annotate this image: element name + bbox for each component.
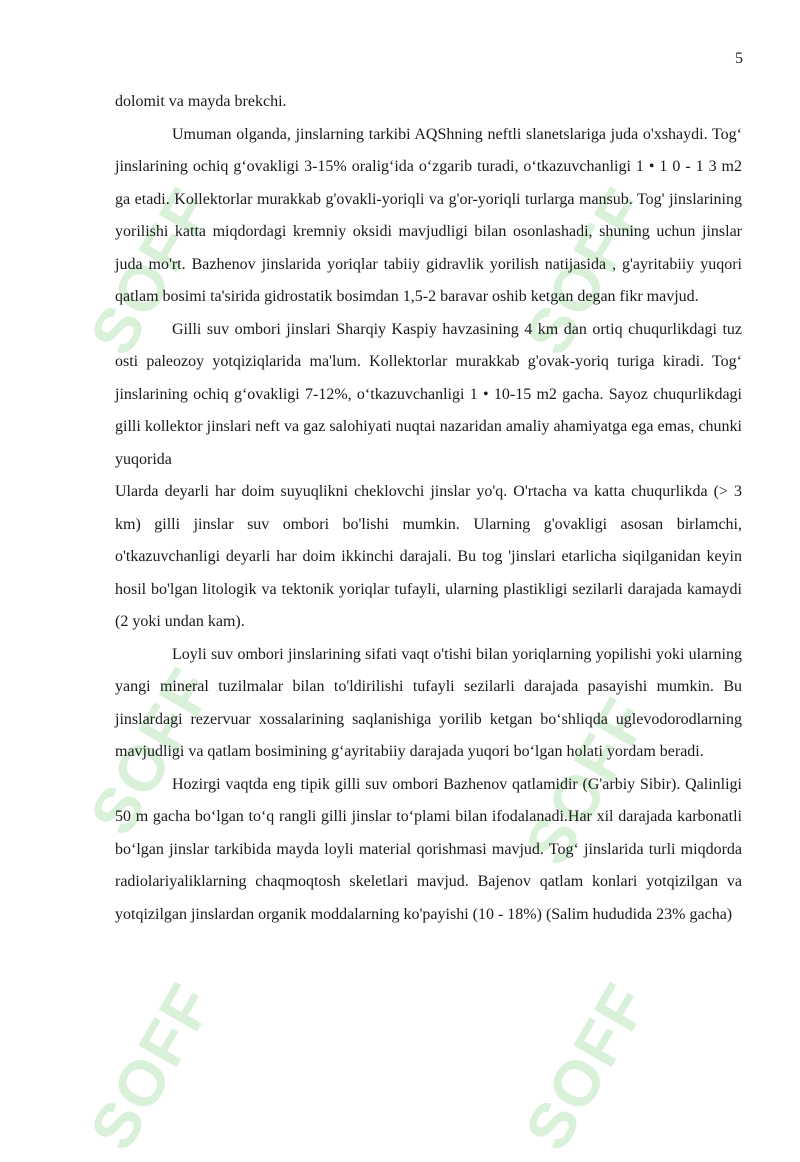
page-number: 5 — [735, 50, 743, 67]
paragraph: Loyli suv ombori jinslarining sifati vaqt o'tishi bilan yoriqlarning yopilishi yoki ularning yangi mineral tuzilmalar bilan to'ldirilishi tufayli sezilarli darajada pasayishi mumkin. Bu jinslardagi rezervuar xossalarining saqlanishiga yorilib ketgan bo‘shliqda uglevodorodlarning mavjudligi va qatlam bosimining g‘ayritabiiy darajada yuqori bo‘lgan holati yordam beradi. — [115, 645, 742, 760]
paragraph: dolomit va mayda brekchi. — [115, 93, 287, 110]
paragraph: Umuman olganda, jinslarning tarkibi AQShning neftli slanetslariga juda o'xshaydi. Tog‘ jinslarining ochiq g‘ovakligi 3-15% oralig‘ida o‘zgarib turadi, o‘tkazuvchanligi 1 • 1 0 - 1 3 m2 ga etadi. Kollektorlar murakkab g'ovakli-yoriqli va g'or-yoriqli turlarga mansub. Tog' jinslarining yorilishi katta miqdordagi kremniy oksidi mavjudligi bilan osonlashadi, shuning uchun jinslar juda mo'rt. Bazhenov jinslarida yoriqlar tabiiy gidravlik yorilish natijasida , g'ayritabiiy yuqori qatlam bosimi ta'sirida gidrostatik bosimdan 1,5-2 baravar oshib ketgan degan fikr mavjud. — [115, 125, 742, 305]
watermark: SOFF — [75, 655, 228, 847]
paragraph: Hozirgi vaqtda eng tipik gilli suv ombori Bazhenov qatlamidir (G'arbiy Sibir). Qalinligi 50 m gacha bo‘lgan to‘q rangli gilli jinslar to‘plami bilan ifodalanadi.Har xil darajada karbonatli bo‘lgan jinslar tarkibida mayda loyli material qorishmasi mavjud. Tog‘ jinslarida turli miqdorda radiolariyaliklarning chaqmoqtosh skeletlari mavjud. Bajenov qatlam konlari yotqizilgan va yotqizilgan jinslardan organik moddalarning ko'payishi (10 - 18%) (Salim hududida 23% gacha) — [115, 775, 742, 923]
document-body — [115, 86, 742, 931]
watermark: SOFF — [75, 175, 228, 367]
watermark: SOFF — [510, 685, 663, 877]
paragraph: Ularda deyarli har doim suyuqlikni cheklovchi jinslar yo'q. O'rtacha va katta chuqurlikda (> 3 km) gilli jinslar suv ombori bo'lishi mumkin. Ularning g'ovakligi asosan birlamchi, o'tkazuvchanligi deyarli har doim ikkinchi darajali. Bu tog 'jinslari etarlicha siqilganidan keyin hosil bo'lgan litologik va tektonik yoriqlar tufayli, ularning plastikligi sezilarli darajada kamaydi (2 yoki undan kam). — [115, 483, 742, 630]
paragraph: Gilli suv ombori jinslari Sharqiy Kaspiy havzasining 4 km dan ortiq chuqurlikdagi tuz osti paleozoy yotqiziqlarida ma'lum. Kollektorlar murakkab g'ovak-yoriq turiga kiradi. Tog‘ jinslarining ochiq g‘ovakligi 7-12%, o‘tkazuvchanligi 1 • 10-15 m2 gacha. Sayoz chuqurlikdagi gilli kollektor jinslari neft va gaz salohiyati nuqtai nazaridan amaliy ahamiyatga ega emas, chunki yuqorida — [115, 320, 742, 468]
watermark: SOFF — [510, 970, 663, 1162]
watermark: SOFF — [75, 970, 228, 1162]
watermark: SOFF — [510, 175, 663, 367]
